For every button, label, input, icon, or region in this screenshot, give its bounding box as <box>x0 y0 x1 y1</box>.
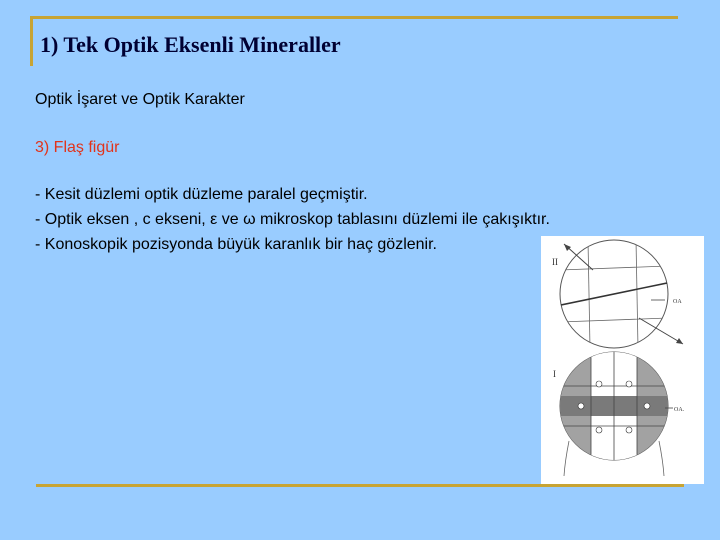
bullet-item: - Kesit düzlemi optik düzleme paralel geçmiştir. <box>35 186 368 203</box>
oa-label-top: OA <box>673 299 682 305</box>
figure-label-ii: II <box>552 257 558 267</box>
oa-label-bottom: OA. <box>674 407 685 413</box>
sphere-ii <box>552 240 683 348</box>
frame-left-rule <box>30 16 33 66</box>
section-label: 3) Flaş figür <box>35 139 120 156</box>
figure-label-i: I <box>553 369 556 379</box>
flash-figure-illustration <box>541 236 704 484</box>
bullet-item: - Optik eksen , c ekseni, ε ve ω mikroskop tablasını düzlemi ile çakışıktır. <box>35 211 550 228</box>
slide-title: 1) Tek Optik Eksenli Mineraller <box>40 32 341 57</box>
bullet-list <box>35 182 550 257</box>
bullet-item: - Konoskopik pozisyonda büyük karanlık bir haç gözlenir. <box>35 236 437 253</box>
frame-bottom-rule <box>36 484 684 487</box>
sphere-i <box>553 352 685 476</box>
slide-subtitle: Optik İşaret ve Optik Karakter <box>35 91 245 108</box>
frame-top-rule <box>30 16 678 19</box>
